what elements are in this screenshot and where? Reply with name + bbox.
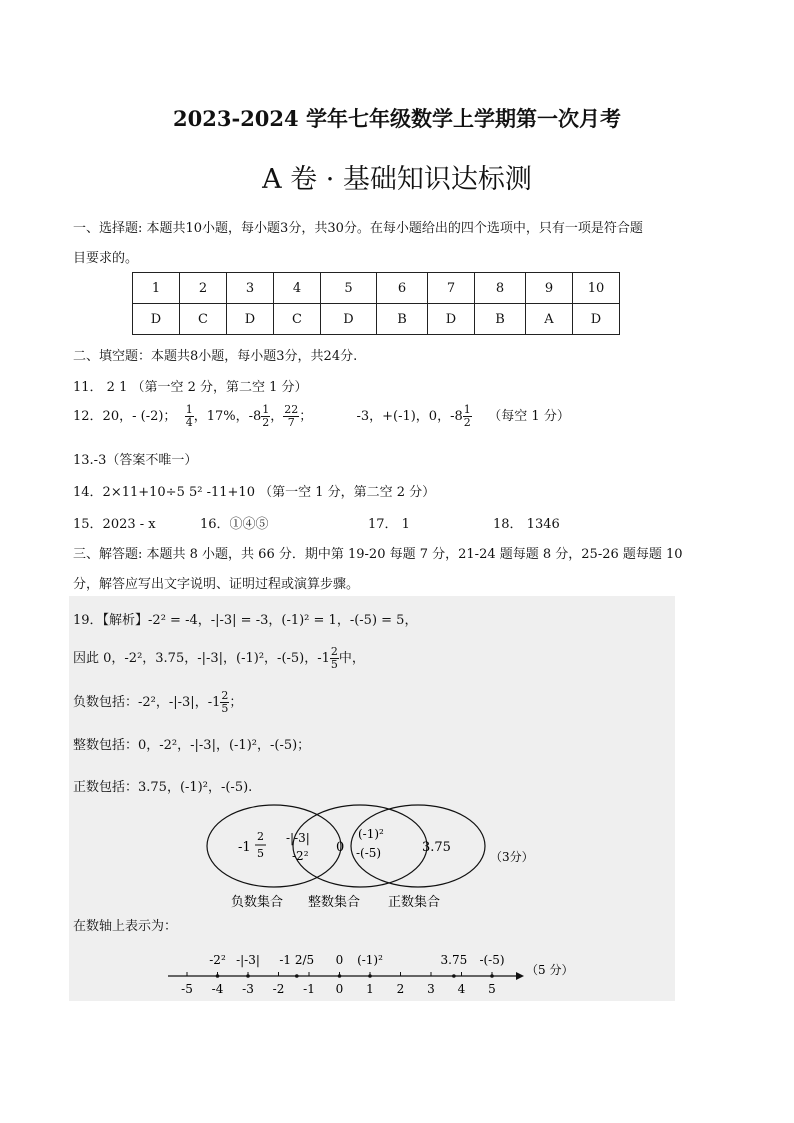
number-line-point-label: -(-5) <box>479 953 505 967</box>
venn-score: （3分） <box>490 850 534 864</box>
question-number-cell: 6 <box>377 273 428 304</box>
answer-q14: 14．2×11+10÷5 5² -11+10 （第一空 1 分，第二空 2 分） <box>73 485 436 500</box>
number-line-tick-label: -5 <box>181 982 193 996</box>
answer-table-answer-row <box>133 304 620 335</box>
venn-left-whole: -1 <box>238 840 251 855</box>
number-line-point-label: -2² <box>209 953 226 967</box>
number-line-tick-label: 3 <box>427 982 435 996</box>
q19-positives: 正数包括：3.75，(-1)²，-(-5). <box>73 780 253 795</box>
number-line-point <box>216 974 220 978</box>
answer-cell: C <box>180 304 227 335</box>
section3-line2: 分，解答应写出文字说明、证明过程或演算步骤。 <box>73 577 360 592</box>
question-number-cell: 9 <box>526 273 573 304</box>
number-line-point <box>490 974 494 978</box>
venn-left-frac-num: 2 <box>257 830 264 843</box>
number-line-tick-label: -3 <box>242 982 254 996</box>
venn-negative-circle <box>207 805 341 887</box>
answer-q15: 15．2023 - x <box>73 517 156 532</box>
number-line-point <box>368 974 372 978</box>
section1-line2: 目要求的。 <box>73 251 139 266</box>
venn-center: 0 <box>336 840 345 855</box>
number-line-arrow <box>516 972 524 980</box>
number-line-point <box>246 974 250 978</box>
venn-overlap-left-2: -2² <box>292 849 309 863</box>
answer-q11: 11． 2 1 （第一空 2 分，第二空 1 分） <box>73 380 308 395</box>
section1-line1: 一、选择题: 本题共10小题，每小题3分，共30分。在每小题给出的四个选项中，只有一项是符合题 <box>73 221 643 236</box>
answer-cell: D <box>321 304 377 335</box>
number-line-point <box>452 974 456 978</box>
venn-left-frac-den: 5 <box>257 847 264 860</box>
number-line-point <box>295 974 299 978</box>
question-number-cell: 8 <box>475 273 526 304</box>
number-line-point-label: -|-3| <box>236 953 260 967</box>
number-line-point-label: 0 <box>335 953 344 967</box>
q19-negatives: 负数包括：-2²，-|-3|，-1 $\frac{2}{5}$ ； <box>73 689 243 715</box>
answer-q16: 16．①④⑤ <box>200 517 269 532</box>
number-line-point <box>338 974 342 978</box>
answer-cell: D <box>428 304 475 335</box>
answer-q13: 13.-3（答案不唯一） <box>73 453 198 468</box>
number-line-tick-label: 4 <box>457 982 466 996</box>
answer-cell: B <box>377 304 428 335</box>
answer-q17: 17． 1 <box>368 517 410 532</box>
venn-label-positive: 正数集合 <box>388 895 441 910</box>
answer-cell: C <box>274 304 321 335</box>
question-number-cell: 7 <box>428 273 475 304</box>
number-line-tick-label: -4 <box>211 982 224 996</box>
answer-cell: D <box>573 304 620 335</box>
fraction: $\frac{1}{2}$ <box>463 403 471 429</box>
q19-integers: 整数包括：0，-2²，-|-3|，(-1)²，-(-5)； <box>73 738 311 753</box>
question-number-cell: 4 <box>274 273 321 304</box>
section2-heading: 二、填空题：本题共8小题，每小题3分，共24分. <box>73 349 358 364</box>
number-line-point-label: 3.75 <box>440 953 468 967</box>
q19-line2: 因此 0，-2²，3.75，-|-3|，(-1)²，-(-5)，-1 $\frac{2}{5}$ 中， <box>73 645 365 671</box>
question-number-cell: 3 <box>227 273 274 304</box>
answer-table-number-row <box>133 273 620 304</box>
fraction: $\frac{1}{2}$ <box>262 403 270 429</box>
answer-cell: D <box>227 304 274 335</box>
question-number-cell: 1 <box>133 273 180 304</box>
venn-overlap-right-1: (-1)² <box>358 827 384 841</box>
numberline-score: （5 分） <box>526 963 574 977</box>
answer-table <box>132 272 620 335</box>
answer-q12: 12．20，- (-2)； $\frac{1}{4}$ ，17%，-8 $\frac{1}{2}$ ， $\frac{22}{7}$ ； -3，+(-1)，0，-8 $\frac{1}{2}$ （每空 1 分） <box>73 403 570 429</box>
venn-overlap-left-1: -|-3| <box>286 831 310 845</box>
fraction: $\frac{22}{7}$ <box>284 403 299 429</box>
fraction: $\frac{2}{5}$ <box>330 645 338 671</box>
question-number-cell: 10 <box>573 273 620 304</box>
exam-title: 2023-2024 学年七年级数学上学期第一次月考 <box>173 106 621 131</box>
answer-cell: A <box>526 304 573 335</box>
answer-q18: 18． 1346 <box>493 517 560 532</box>
number-line-tick-label: 5 <box>488 982 496 996</box>
exam-subtitle: A 卷 · 基础知识达标测 <box>262 164 532 195</box>
fraction: $\frac{1}{4}$ <box>185 403 193 429</box>
venn-diagram <box>200 800 550 915</box>
number-line-tick-label: -1 <box>303 982 315 996</box>
q19-line1: 19．【解析】-2² = -4，-|-3| = -3，(-1)² = 1，-(-5) = 5， <box>73 613 418 628</box>
fraction: $\frac{2}{5}$ <box>221 689 229 715</box>
answer-cell: B <box>475 304 526 335</box>
venn-right: 3.75 <box>422 840 451 855</box>
venn-label-negative: 负数集合 <box>231 895 284 910</box>
answer-cell: D <box>133 304 180 335</box>
question-number-cell: 5 <box>321 273 377 304</box>
number-line <box>160 938 590 1000</box>
number-line-point-label: (-1)² <box>357 953 383 967</box>
number-line-tick-label: -2 <box>272 982 285 996</box>
venn-label-integer: 整数集合 <box>308 895 361 910</box>
number-line-tick-label: 0 <box>335 982 344 996</box>
number-line-point-label: -1 2/5 <box>279 953 315 967</box>
section3-line1: 三、解答题: 本题共 8 小题，共 66 分．期中第 19-20 每题 7 分，21-24 题每题 8 分，25-26 题每题 10 <box>73 547 683 562</box>
number-line-tick-label: 2 <box>396 982 405 996</box>
question-number-cell: 2 <box>180 273 227 304</box>
numberline-intro: 在数轴上表示为： <box>73 919 178 934</box>
number-line-tick-label: 1 <box>366 982 374 996</box>
venn-overlap-right-2: -(-5) <box>356 846 382 860</box>
